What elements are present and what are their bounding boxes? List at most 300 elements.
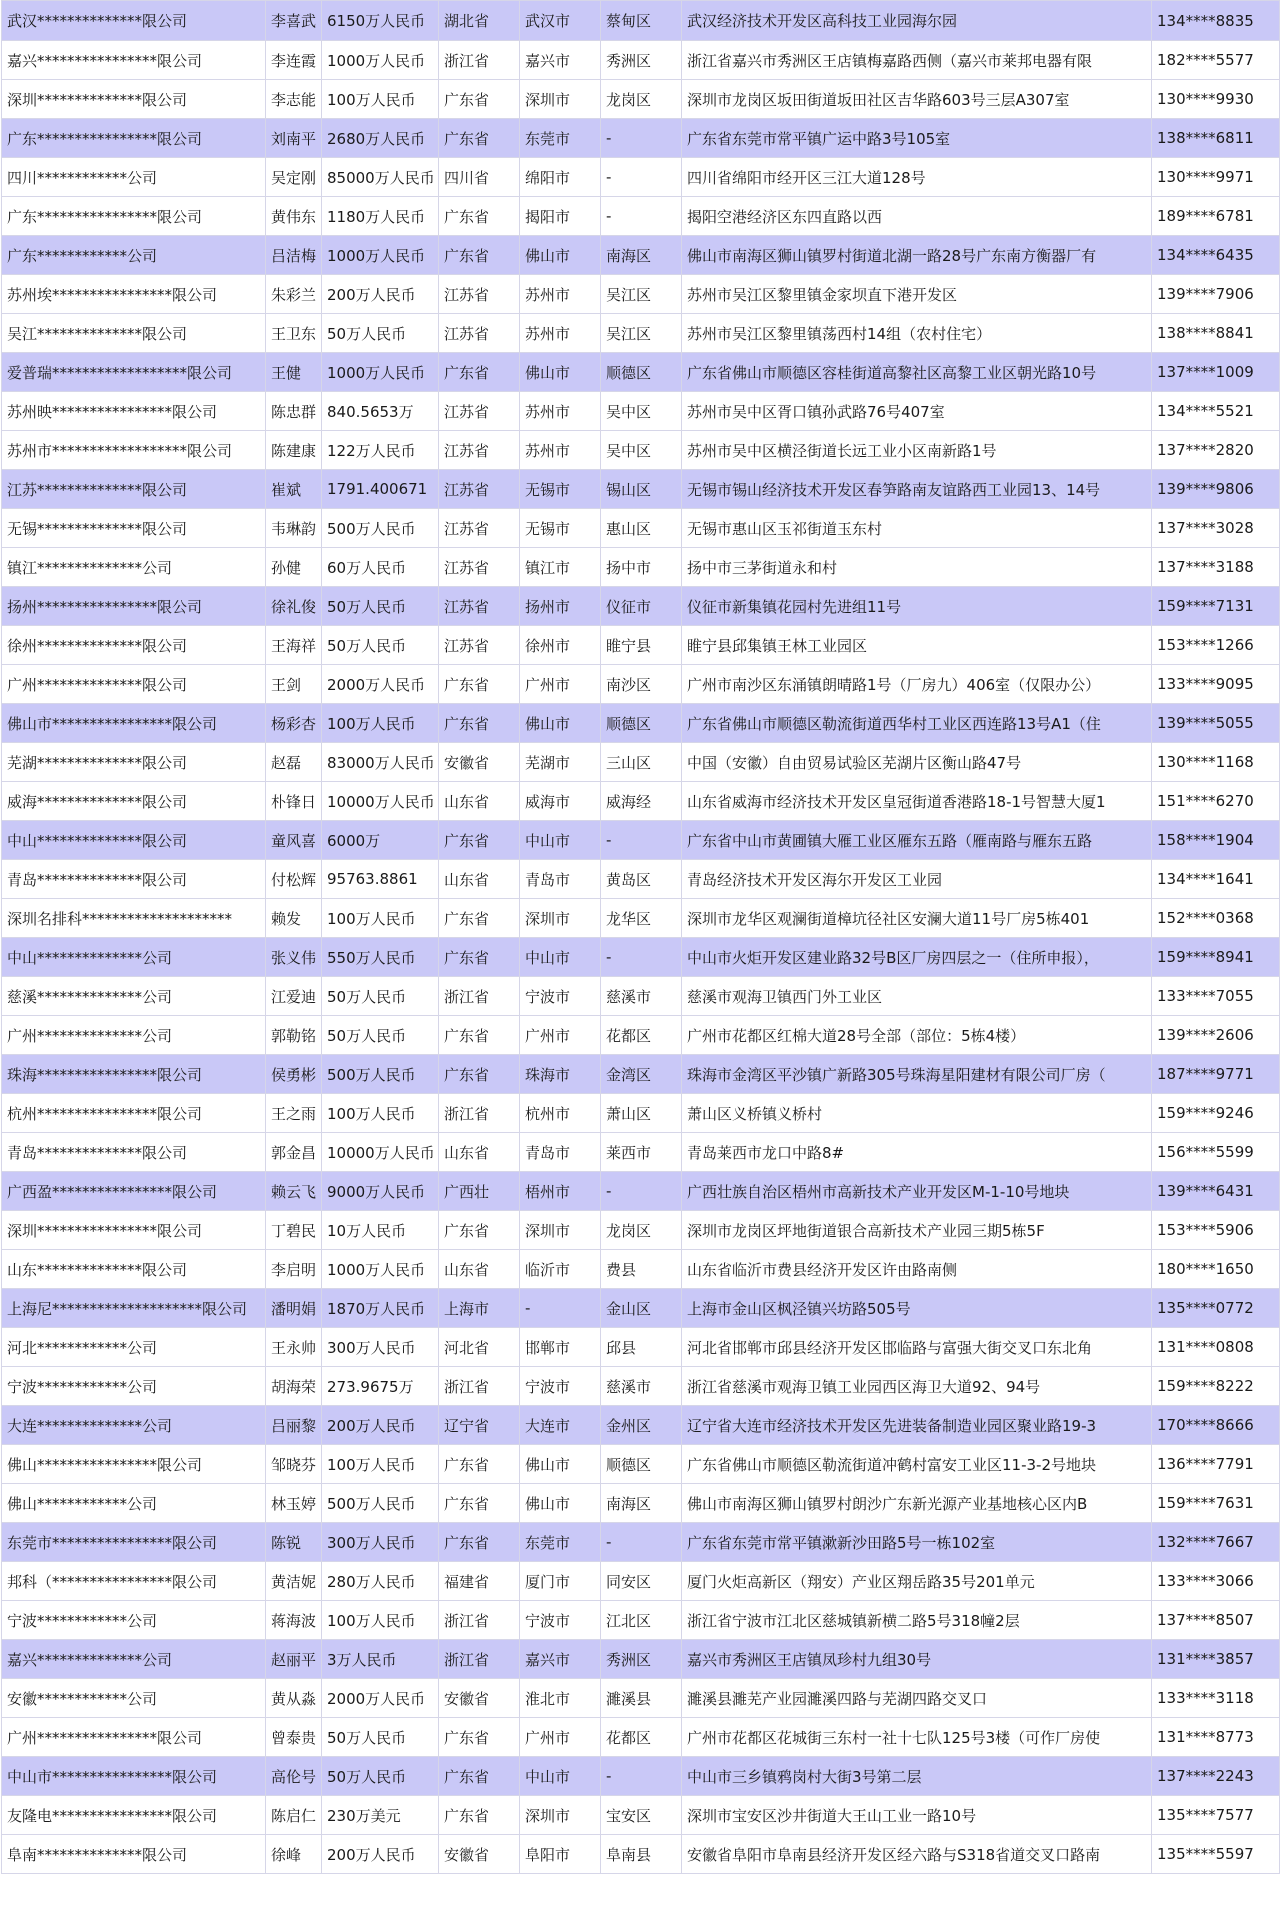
cell-phone: 156****5599 [1152, 1133, 1280, 1172]
cell-city: 广州市 [520, 1016, 601, 1055]
company-data-table [1, 0, 1280, 1874]
cell-district: - [601, 821, 682, 860]
cell-district: 金湾区 [601, 1055, 682, 1094]
cell-province: 广东省 [439, 1757, 520, 1796]
cell-legal-rep: 韦琳韵 [266, 509, 322, 548]
table-row [2, 977, 1280, 1016]
cell-city: 苏州市 [520, 392, 601, 431]
cell-city: 苏州市 [520, 275, 601, 314]
cell-capital: 550万人民币 [322, 938, 439, 977]
cell-company: 吴江**************限公司 [2, 314, 266, 353]
cell-city: 镇江市 [520, 548, 601, 587]
cell-address: 无锡市锡山经济技术开发区春笋路南友谊路西工业园13、14号 [682, 470, 1152, 509]
cell-capital: 200万人民币 [322, 275, 439, 314]
cell-city: 广州市 [520, 665, 601, 704]
cell-city: 武汉市 [520, 1, 601, 41]
cell-phone: 137****1009 [1152, 353, 1280, 392]
cell-capital: 1791.400671 [322, 470, 439, 509]
cell-address: 青岛莱西市龙口中路8# [682, 1133, 1152, 1172]
cell-company: 无锡**************限公司 [2, 509, 266, 548]
cell-district: 吴江区 [601, 275, 682, 314]
cell-company: 广州****************限公司 [2, 1718, 266, 1757]
cell-company: 宁波************公司 [2, 1367, 266, 1406]
cell-company: 广东****************限公司 [2, 119, 266, 158]
table-row [2, 1250, 1280, 1289]
table-row [2, 509, 1280, 548]
cell-phone: 139****7906 [1152, 275, 1280, 314]
table-row [2, 1094, 1280, 1133]
cell-address: 广州市南沙区东涌镇朗晴路1号（厂房九）406室（仅限办公） [682, 665, 1152, 704]
cell-phone: 130****1168 [1152, 743, 1280, 782]
cell-capital: 10万人民币 [322, 1211, 439, 1250]
cell-province: 辽宁省 [439, 1406, 520, 1445]
cell-legal-rep: 黄从淼 [266, 1679, 322, 1718]
table-body [2, 1, 1280, 1874]
cell-district: 费县 [601, 1250, 682, 1289]
cell-company: 深圳名排科******************** [2, 899, 266, 938]
cell-company: 嘉兴**************公司 [2, 1640, 266, 1679]
cell-capital: 1000万人民币 [322, 1250, 439, 1289]
cell-phone: 139****6431 [1152, 1172, 1280, 1211]
cell-company: 中山**************限公司 [2, 821, 266, 860]
cell-province: 江苏省 [439, 626, 520, 665]
cell-phone: 132****7667 [1152, 1523, 1280, 1562]
cell-city: 绵阳市 [520, 158, 601, 197]
cell-capital: 100万人民币 [322, 1094, 439, 1133]
cell-company: 青岛**************限公司 [2, 860, 266, 899]
cell-address: 深圳市宝安区沙井街道大王山工业一路10号 [682, 1796, 1152, 1835]
cell-legal-rep: 赖云飞 [266, 1172, 322, 1211]
cell-phone: 159****7131 [1152, 587, 1280, 626]
cell-address: 广东省中山市黄圃镇大雁工业区雁东五路（雁南路与雁东五路 [682, 821, 1152, 860]
cell-legal-rep: 王之雨 [266, 1094, 322, 1133]
cell-phone: 187****9771 [1152, 1055, 1280, 1094]
table-row [2, 860, 1280, 899]
cell-phone: 159****8222 [1152, 1367, 1280, 1406]
cell-district: 蔡甸区 [601, 1, 682, 41]
table-row [2, 1835, 1280, 1874]
table-row [2, 938, 1280, 977]
cell-legal-rep: 王健 [266, 353, 322, 392]
table-row [2, 1523, 1280, 1562]
cell-legal-rep: 张义伟 [266, 938, 322, 977]
cell-capital: 273.9675万 [322, 1367, 439, 1406]
cell-capital: 100万人民币 [322, 899, 439, 938]
cell-company: 徐州**************限公司 [2, 626, 266, 665]
cell-company: 友隆电****************限公司 [2, 1796, 266, 1835]
cell-district: 濉溪县 [601, 1679, 682, 1718]
table-row [2, 1055, 1280, 1094]
table-row [2, 353, 1280, 392]
cell-company: 镇江**************公司 [2, 548, 266, 587]
cell-company: 安徽************公司 [2, 1679, 266, 1718]
table-row [2, 1679, 1280, 1718]
cell-city: 深圳市 [520, 80, 601, 119]
cell-legal-rep: 黄洁妮 [266, 1562, 322, 1601]
cell-city: 宁波市 [520, 1367, 601, 1406]
cell-city: 佛山市 [520, 1445, 601, 1484]
cell-address: 中山市火炬开发区建业路32号B区厂房四层之一（住所申报）， [682, 938, 1152, 977]
cell-company: 佛山市****************限公司 [2, 704, 266, 743]
cell-legal-rep: 崔斌 [266, 470, 322, 509]
cell-phone: 134****5521 [1152, 392, 1280, 431]
cell-legal-rep: 徐礼俊 [266, 587, 322, 626]
cell-capital: 122万人民币 [322, 431, 439, 470]
cell-capital: 1000万人民币 [322, 236, 439, 275]
cell-district: 吴江区 [601, 314, 682, 353]
cell-capital: 100万人民币 [322, 1445, 439, 1484]
cell-legal-rep: 付松辉 [266, 860, 322, 899]
table-row [2, 626, 1280, 665]
cell-capital: 230万美元 [322, 1796, 439, 1835]
cell-province: 广东省 [439, 353, 520, 392]
cell-company: 爱普瑞******************限公司 [2, 353, 266, 392]
cell-legal-rep: 李连霞 [266, 41, 322, 80]
cell-address: 扬中市三茅街道永和村 [682, 548, 1152, 587]
cell-legal-rep: 杨彩杏 [266, 704, 322, 743]
table-row [2, 236, 1280, 275]
table-row [2, 665, 1280, 704]
cell-province: 安徽省 [439, 743, 520, 782]
cell-phone: 139****2606 [1152, 1016, 1280, 1055]
cell-province: 安徽省 [439, 1835, 520, 1874]
cell-address: 厦门火炬高新区（翔安）产业区翔岳路35号201单元 [682, 1562, 1152, 1601]
cell-capital: 100万人民币 [322, 1601, 439, 1640]
cell-address: 广东省东莞市常平镇漱新沙田路5号一栋102室 [682, 1523, 1152, 1562]
cell-district: - [601, 158, 682, 197]
cell-capital: 1000万人民币 [322, 353, 439, 392]
cell-phone: 137****8507 [1152, 1601, 1280, 1640]
cell-address: 浙江省宁波市江北区慈城镇新横二路5号318幢2层 [682, 1601, 1152, 1640]
cell-address: 广东省东莞市常平镇广运中路3号105室 [682, 119, 1152, 158]
cell-province: 浙江省 [439, 1094, 520, 1133]
cell-phone: 159****9246 [1152, 1094, 1280, 1133]
cell-district: 顺德区 [601, 353, 682, 392]
table-row [2, 119, 1280, 158]
cell-company: 武汉**************限公司 [2, 1, 266, 41]
cell-legal-rep: 江爱迪 [266, 977, 322, 1016]
cell-legal-rep: 王海祥 [266, 626, 322, 665]
cell-address: 浙江省慈溪市观海卫镇工业园西区海卫大道92、94号 [682, 1367, 1152, 1406]
table-row [2, 587, 1280, 626]
table-row [2, 392, 1280, 431]
cell-address: 嘉兴市秀洲区王店镇凤珍村九组30号 [682, 1640, 1152, 1679]
cell-phone: 136****7791 [1152, 1445, 1280, 1484]
cell-city: 威海市 [520, 782, 601, 821]
cell-company: 宁波************公司 [2, 1601, 266, 1640]
cell-province: 浙江省 [439, 41, 520, 80]
cell-phone: 137****2820 [1152, 431, 1280, 470]
table-row [2, 1, 1280, 41]
table-row [2, 158, 1280, 197]
cell-phone: 130****9930 [1152, 80, 1280, 119]
cell-phone: 135****7577 [1152, 1796, 1280, 1835]
cell-address: 四川省绵阳市经开区三江大道128号 [682, 158, 1152, 197]
cell-legal-rep: 王永帅 [266, 1328, 322, 1367]
cell-city: 青岛市 [520, 1133, 601, 1172]
table-row [2, 80, 1280, 119]
cell-district: 江北区 [601, 1601, 682, 1640]
cell-company: 上海尼********************限公司 [2, 1289, 266, 1328]
cell-district: 金州区 [601, 1406, 682, 1445]
cell-phone: 133****9095 [1152, 665, 1280, 704]
cell-company: 阜南**************限公司 [2, 1835, 266, 1874]
cell-phone: 130****9971 [1152, 158, 1280, 197]
cell-district: 慈溪市 [601, 977, 682, 1016]
table-row [2, 1601, 1280, 1640]
cell-address: 苏州市吴江区黎里镇金家坝直下港开发区 [682, 275, 1152, 314]
cell-phone: 131****0808 [1152, 1328, 1280, 1367]
cell-phone: 158****1904 [1152, 821, 1280, 860]
cell-city: 厦门市 [520, 1562, 601, 1601]
cell-phone: 135****0772 [1152, 1289, 1280, 1328]
cell-legal-rep: 陈建康 [266, 431, 322, 470]
cell-address: 浙江省嘉兴市秀洲区王店镇梅嘉路西侧（嘉兴市莱邦电器有限 [682, 41, 1152, 80]
cell-address: 广东省佛山市顺德区容桂街道高黎社区高黎工业区朝光路10号 [682, 353, 1152, 392]
cell-address: 萧山区义桥镇义桥村 [682, 1094, 1152, 1133]
cell-district: 吴中区 [601, 392, 682, 431]
cell-city: 宁波市 [520, 977, 601, 1016]
table-row [2, 1172, 1280, 1211]
cell-address: 中山市三乡镇鸦岗村大街3号第二层 [682, 1757, 1152, 1796]
cell-district: 南沙区 [601, 665, 682, 704]
cell-legal-rep: 孙健 [266, 548, 322, 587]
cell-legal-rep: 曾泰贵 [266, 1718, 322, 1757]
cell-province: 江苏省 [439, 587, 520, 626]
cell-city: 嘉兴市 [520, 41, 601, 80]
table-row [2, 1718, 1280, 1757]
cell-legal-rep: 李启明 [266, 1250, 322, 1289]
cell-capital: 500万人民币 [322, 1055, 439, 1094]
cell-address: 珠海市金湾区平沙镇广新路305号珠海星阳建材有限公司厂房（ [682, 1055, 1152, 1094]
cell-phone: 153****1266 [1152, 626, 1280, 665]
cell-city: 临沂市 [520, 1250, 601, 1289]
cell-capital: 300万人民币 [322, 1523, 439, 1562]
cell-district: 龙岗区 [601, 1211, 682, 1250]
cell-phone: 189****6781 [1152, 197, 1280, 236]
cell-legal-rep: 潘明娟 [266, 1289, 322, 1328]
cell-legal-rep: 吴定刚 [266, 158, 322, 197]
cell-legal-rep: 赵磊 [266, 743, 322, 782]
cell-capital: 50万人民币 [322, 1757, 439, 1796]
cell-legal-rep: 童风喜 [266, 821, 322, 860]
cell-address: 武汉经济技术开发区高科技工业园海尔园 [682, 1, 1152, 41]
cell-city: 淮北市 [520, 1679, 601, 1718]
cell-address: 苏州市吴中区胥口镇孙武路76号407室 [682, 392, 1152, 431]
cell-company: 山东**************限公司 [2, 1250, 266, 1289]
table-row [2, 1328, 1280, 1367]
table-row [2, 197, 1280, 236]
cell-province: 江苏省 [439, 314, 520, 353]
cell-city: 梧州市 [520, 1172, 601, 1211]
cell-address: 青岛经济技术开发区海尔开发区工业园 [682, 860, 1152, 899]
cell-legal-rep: 侯勇彬 [266, 1055, 322, 1094]
cell-capital: 50万人民币 [322, 626, 439, 665]
cell-city: 揭阳市 [520, 197, 601, 236]
cell-capital: 1000万人民币 [322, 41, 439, 80]
cell-legal-rep: 王卫东 [266, 314, 322, 353]
cell-district: 莱西市 [601, 1133, 682, 1172]
cell-phone: 131****3857 [1152, 1640, 1280, 1679]
cell-province: 广东省 [439, 938, 520, 977]
cell-phone: 137****3188 [1152, 548, 1280, 587]
cell-city: 苏州市 [520, 431, 601, 470]
cell-company: 大连**************公司 [2, 1406, 266, 1445]
cell-capital: 100万人民币 [322, 704, 439, 743]
cell-company: 江苏**************限公司 [2, 470, 266, 509]
cell-company: 深圳****************限公司 [2, 1211, 266, 1250]
table-row [2, 1133, 1280, 1172]
cell-district: 锡山区 [601, 470, 682, 509]
table-row [2, 1289, 1280, 1328]
cell-district: 吴中区 [601, 431, 682, 470]
cell-district: 花都区 [601, 1718, 682, 1757]
table-row [2, 1211, 1280, 1250]
cell-company: 青岛**************限公司 [2, 1133, 266, 1172]
cell-district: 龙华区 [601, 899, 682, 938]
cell-province: 广东省 [439, 80, 520, 119]
cell-address: 揭阳空港经济区东四直路以西 [682, 197, 1152, 236]
cell-city: 邯郸市 [520, 1328, 601, 1367]
cell-capital: 50万人民币 [322, 1718, 439, 1757]
cell-legal-rep: 徐峰 [266, 1835, 322, 1874]
cell-address: 深圳市龙岗区坪地街道银合高新技术产业园三期5栋5F [682, 1211, 1152, 1250]
cell-capital: 500万人民币 [322, 1484, 439, 1523]
cell-legal-rep: 李志能 [266, 80, 322, 119]
table-row [2, 1367, 1280, 1406]
cell-city: 东莞市 [520, 1523, 601, 1562]
cell-district: 黄岛区 [601, 860, 682, 899]
cell-capital: 6150万人民币 [322, 1, 439, 41]
cell-address: 佛山市南海区狮山镇罗村街道北湖一路28号广东南方衡器厂有 [682, 236, 1152, 275]
cell-city: 佛山市 [520, 704, 601, 743]
cell-district: 阜南县 [601, 1835, 682, 1874]
cell-city: 东莞市 [520, 119, 601, 158]
cell-legal-rep: 高伦号 [266, 1757, 322, 1796]
cell-city: 徐州市 [520, 626, 601, 665]
cell-phone: 137****3028 [1152, 509, 1280, 548]
cell-province: 广东省 [439, 1796, 520, 1835]
cell-legal-rep: 李喜武 [266, 1, 322, 41]
cell-district: - [601, 119, 682, 158]
table-row [2, 314, 1280, 353]
cell-province: 广西壮 [439, 1172, 520, 1211]
cell-phone: 138****6811 [1152, 119, 1280, 158]
cell-province: 广东省 [439, 1523, 520, 1562]
cell-city: 中山市 [520, 938, 601, 977]
cell-capital: 100万人民币 [322, 80, 439, 119]
cell-legal-rep: 赵丽平 [266, 1640, 322, 1679]
cell-phone: 138****8841 [1152, 314, 1280, 353]
cell-capital: 85000万人民币 [322, 158, 439, 197]
cell-address: 仪征市新集镇花园村先进组11号 [682, 587, 1152, 626]
table-row [2, 743, 1280, 782]
cell-phone: 139****5055 [1152, 704, 1280, 743]
cell-city: 深圳市 [520, 1211, 601, 1250]
cell-city: 芜湖市 [520, 743, 601, 782]
cell-city: 阜阳市 [520, 1835, 601, 1874]
cell-capital: 500万人民币 [322, 509, 439, 548]
cell-company: 嘉兴****************限公司 [2, 41, 266, 80]
cell-phone: 134****1641 [1152, 860, 1280, 899]
cell-address: 安徽省阜阳市阜南县经济开发区经六路与S318省道交叉口路南 [682, 1835, 1152, 1874]
cell-address: 中国（安徽）自由贸易试验区芜湖片区衡山路47号 [682, 743, 1152, 782]
cell-province: 广东省 [439, 899, 520, 938]
cell-province: 浙江省 [439, 1367, 520, 1406]
cell-district: - [601, 1523, 682, 1562]
cell-province: 山东省 [439, 1133, 520, 1172]
cell-city: 青岛市 [520, 860, 601, 899]
cell-city: 广州市 [520, 1718, 601, 1757]
cell-province: 广东省 [439, 1016, 520, 1055]
cell-district: - [601, 197, 682, 236]
cell-province: 山东省 [439, 860, 520, 899]
cell-phone: 159****8941 [1152, 938, 1280, 977]
cell-company: 慈溪**************公司 [2, 977, 266, 1016]
cell-phone: 134****6435 [1152, 236, 1280, 275]
cell-company: 中山**************公司 [2, 938, 266, 977]
cell-legal-rep: 赖发 [266, 899, 322, 938]
cell-city: 嘉兴市 [520, 1640, 601, 1679]
cell-company: 广州**************公司 [2, 1016, 266, 1055]
cell-company: 芜湖**************限公司 [2, 743, 266, 782]
cell-capital: 10000万人民币 [322, 782, 439, 821]
table-row [2, 1796, 1280, 1835]
cell-address: 无锡市惠山区玉祁街道玉东村 [682, 509, 1152, 548]
cell-phone: 153****5906 [1152, 1211, 1280, 1250]
cell-phone: 134****8835 [1152, 1, 1280, 41]
table-row [2, 782, 1280, 821]
cell-address: 广东省佛山市顺德区勒流街道西华村工业区西连路13号A1（住 [682, 704, 1152, 743]
cell-province: 浙江省 [439, 977, 520, 1016]
cell-province: 广东省 [439, 236, 520, 275]
cell-district: 秀洲区 [601, 41, 682, 80]
cell-address: 深圳市龙华区观澜街道樟坑径社区安澜大道11号厂房5栋401 [682, 899, 1152, 938]
cell-city: 宁波市 [520, 1601, 601, 1640]
cell-district: 威海经 [601, 782, 682, 821]
cell-capital: 300万人民币 [322, 1328, 439, 1367]
cell-legal-rep: 邹晓芬 [266, 1445, 322, 1484]
cell-province: 江苏省 [439, 392, 520, 431]
cell-province: 上海市 [439, 1289, 520, 1328]
cell-phone: 139****9806 [1152, 470, 1280, 509]
cell-district: 秀洲区 [601, 1640, 682, 1679]
cell-address: 上海市金山区枫泾镇兴坊路505号 [682, 1289, 1152, 1328]
table-row [2, 821, 1280, 860]
cell-legal-rep: 丁碧民 [266, 1211, 322, 1250]
cell-capital: 50万人民币 [322, 587, 439, 626]
cell-legal-rep: 胡海荣 [266, 1367, 322, 1406]
cell-district: 慈溪市 [601, 1367, 682, 1406]
cell-district: - [601, 1757, 682, 1796]
cell-city: 佛山市 [520, 236, 601, 275]
table-row [2, 470, 1280, 509]
cell-province: 广东省 [439, 1484, 520, 1523]
cell-company: 广东************公司 [2, 236, 266, 275]
cell-district: 花都区 [601, 1016, 682, 1055]
cell-district: 三山区 [601, 743, 682, 782]
cell-district: 顺德区 [601, 704, 682, 743]
cell-capital: 9000万人民币 [322, 1172, 439, 1211]
table-row [2, 899, 1280, 938]
cell-city: 大连市 [520, 1406, 601, 1445]
cell-company: 河北************公司 [2, 1328, 266, 1367]
cell-legal-rep: 吕洁梅 [266, 236, 322, 275]
cell-phone: 182****5577 [1152, 41, 1280, 80]
cell-legal-rep: 朱彩兰 [266, 275, 322, 314]
cell-address: 广州市花都区花城街三东村一社十七队125号3楼（可作厂房使 [682, 1718, 1152, 1757]
cell-address: 辽宁省大连市经济技术开发区先进装备制造业园区聚业路19-3 [682, 1406, 1152, 1445]
